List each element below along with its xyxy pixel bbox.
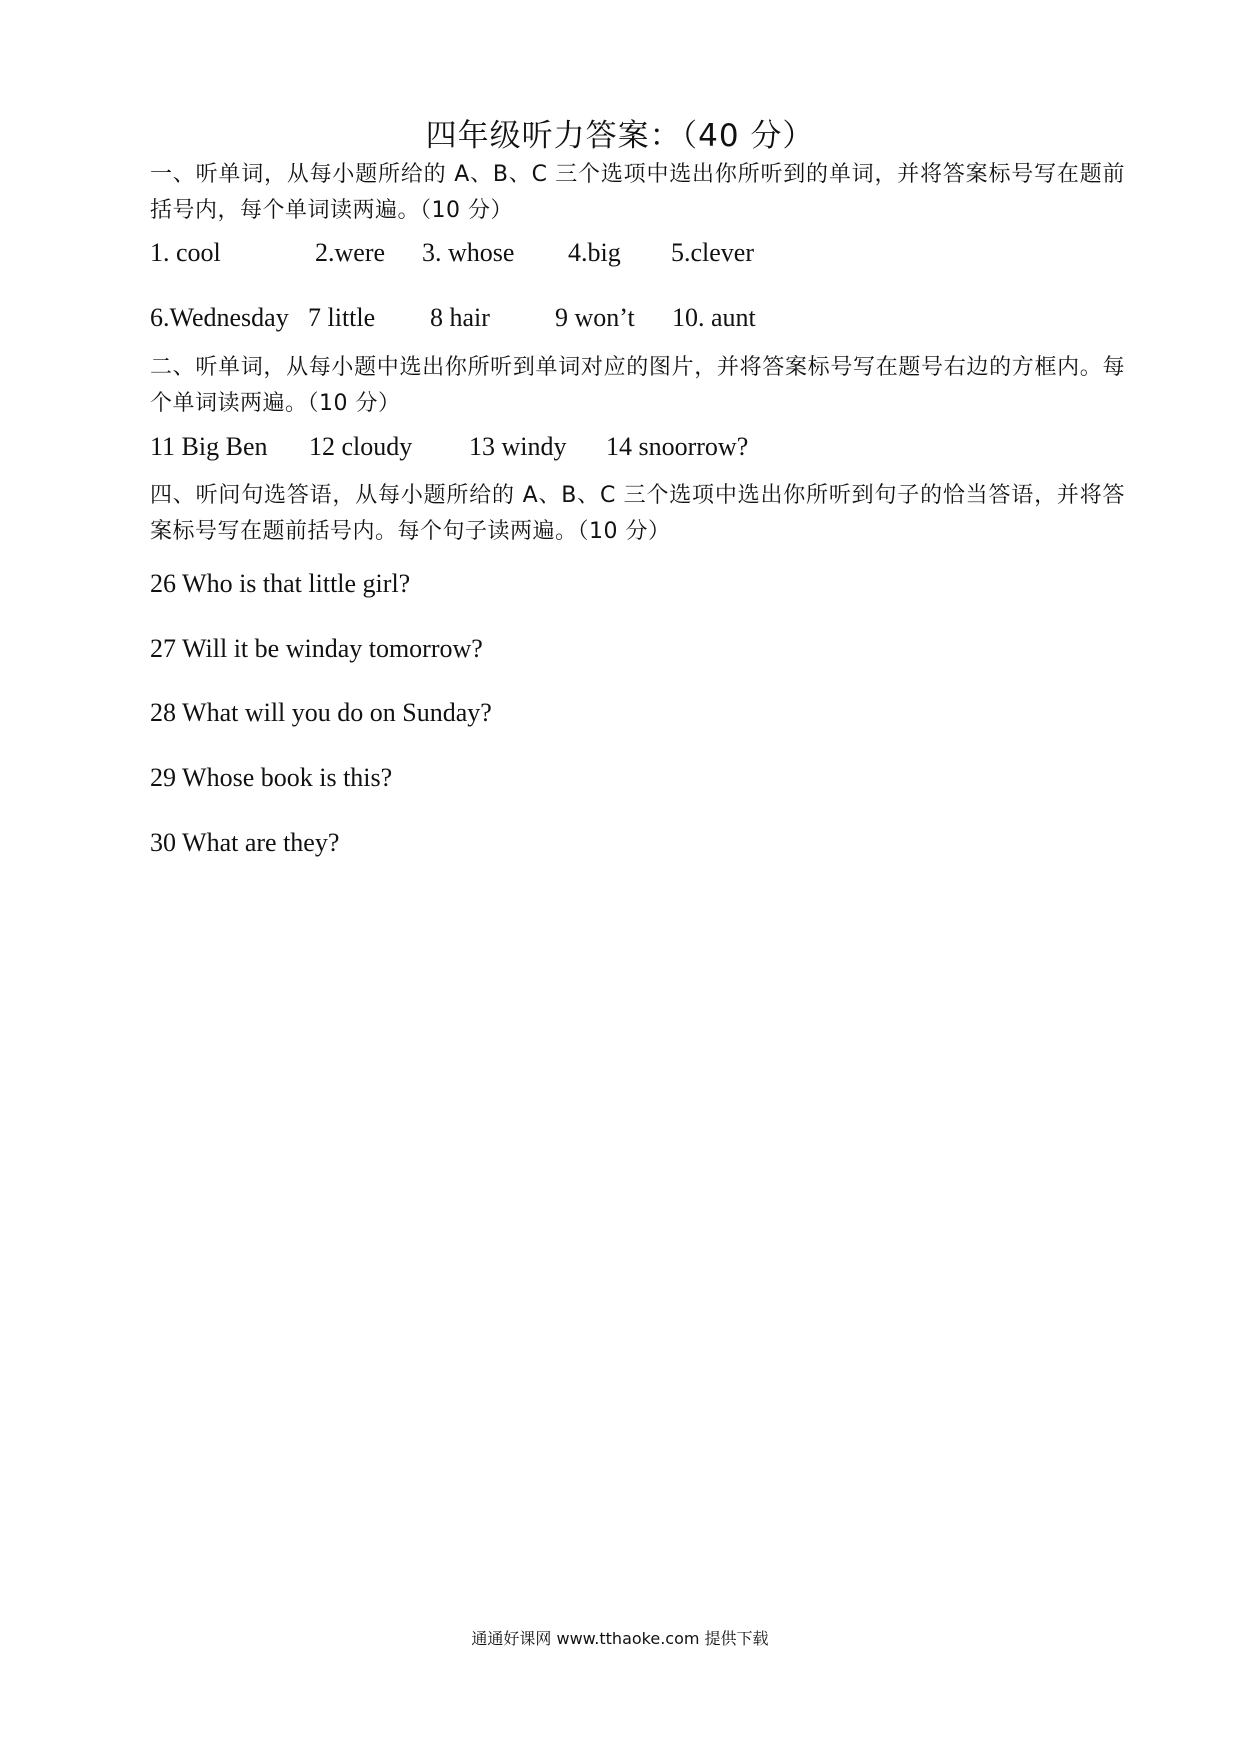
section2-instruction: 二、听单词，从每小题中选出你所听到单词对应的图片，并将答案标号写在题号右边的方框内。每个单词读两遍。（10 分） [150, 355, 1125, 416]
answer-item: 3. whose [422, 238, 515, 267]
answer-item: 4.big [568, 238, 621, 267]
answer-item: 6.Wednesday [150, 303, 289, 332]
question-item: 27 Will it be winday tomorrow? [150, 634, 483, 663]
question-item: 26 Who is that little girl? [150, 569, 411, 598]
answer-item: 7 little [308, 303, 376, 332]
answer-item: 12 cloudy [309, 432, 413, 461]
answer-item: 13 windy [469, 432, 567, 461]
section4-instruction: 四、听问句选答语，从每小题所给的 A、B、C 三个选项中选出你所听到句子的恰当答语，并将答案标号写在题前括号内。每个句子读两遍。（10 分） [150, 483, 1125, 544]
answer-item: 2.were [315, 238, 386, 267]
page-title: 四年级听力答案：（40 分） [425, 118, 815, 154]
answer-item: 10. aunt [672, 303, 756, 332]
answer-item: 8 hair [430, 303, 490, 332]
footer-credit: 通通好课网 www.tthaoke.com 提供下载 [471, 1629, 769, 1648]
section1-instruction: 一、听单词，从每小题所给的 A、B、C 三个选项中选出你所听到的单词，并将答案标号写在题前括号内，每个单词读两遍。（10 分） [150, 162, 1125, 223]
answer-item: 9 won’t [555, 303, 635, 332]
question-item: 30 What are they? [150, 828, 340, 857]
question-item: 29 Whose book is this? [150, 763, 393, 792]
answer-item: 1. cool [150, 238, 221, 267]
answer-item: 14 snoorrow? [606, 432, 749, 461]
answer-item: 11 Big Ben [150, 432, 268, 461]
answer-item: 5.clever [671, 238, 755, 267]
question-item: 28 What will you do on Sunday? [150, 698, 492, 727]
